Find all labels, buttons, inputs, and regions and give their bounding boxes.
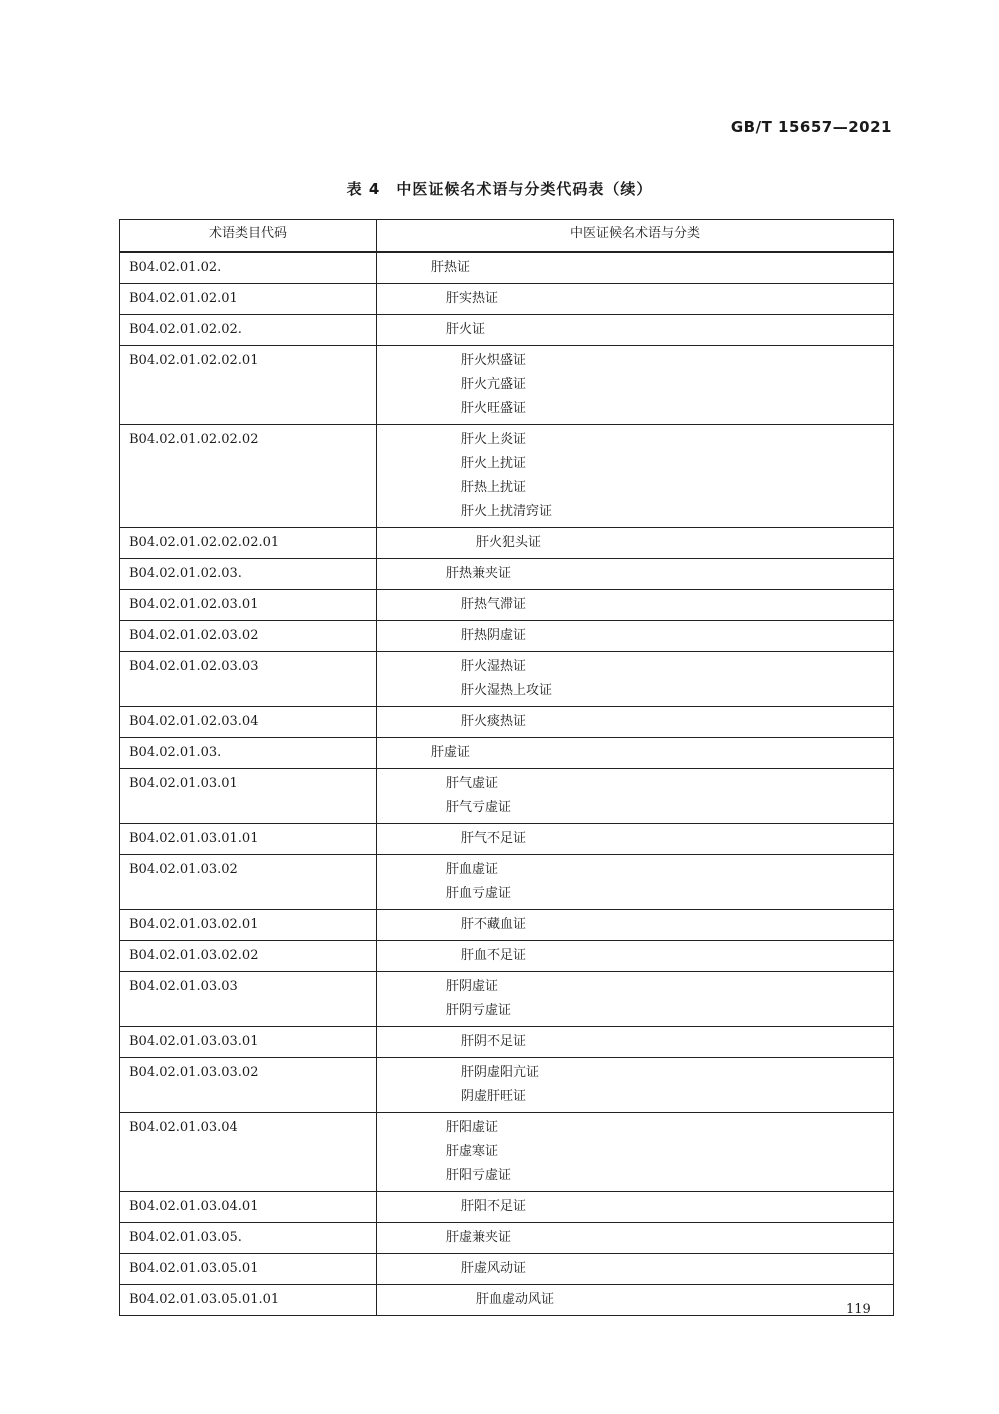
table-row	[120, 590, 894, 621]
term-cell	[377, 910, 894, 941]
syndrome-term: 肝火湿热上攻证	[461, 683, 553, 698]
category-code: B04.02.01.02.03.	[120, 559, 377, 590]
table-row	[120, 1113, 894, 1192]
category-code: B04.02.01.03.02	[120, 855, 377, 910]
term-cell	[377, 1027, 894, 1058]
syndrome-term: 肝气不足证	[461, 831, 527, 846]
syndrome-term: 肝不藏血证	[461, 917, 527, 932]
term-cell	[377, 528, 894, 559]
category-code: B04.02.01.02.03.01	[120, 590, 377, 621]
category-code: B04.02.01.03.03.01	[120, 1027, 377, 1058]
table-row	[120, 972, 894, 1027]
table-row	[120, 528, 894, 559]
syndrome-term: 肝火旺盛证	[461, 401, 527, 416]
category-code: B04.02.01.02.02.01	[120, 346, 377, 425]
table-row	[120, 252, 894, 284]
syndrome-term: 肝气亏虚证	[446, 800, 512, 815]
syndrome-term: 肝虚风动证	[461, 1261, 527, 1276]
category-code: B04.02.01.02.02.02.01	[120, 528, 377, 559]
table-row	[120, 1223, 894, 1254]
syndrome-term: 肝阴不足证	[461, 1034, 527, 1049]
term-cell	[377, 284, 894, 315]
syndrome-term: 肝火上炎证	[461, 432, 527, 447]
syndrome-term: 肝血虚动风证	[476, 1292, 555, 1307]
term-cell	[377, 425, 894, 528]
syndrome-term: 肝虚兼夹证	[446, 1230, 512, 1245]
syndrome-term: 肝火犯头证	[476, 535, 542, 550]
syndrome-term: 肝热兼夹证	[446, 566, 512, 581]
syndrome-term: 肝火痰热证	[461, 714, 527, 729]
standard-code: GB/T 15657—2021	[730, 118, 892, 136]
syndrome-term: 肝火亢盛证	[461, 377, 527, 392]
category-code: B04.02.01.03.05.01.01	[120, 1285, 377, 1316]
category-code: B04.02.01.03.	[120, 738, 377, 769]
column-header-term: 中医证候名术语与分类	[377, 220, 894, 253]
table-row	[120, 1285, 894, 1316]
syndrome-term: 肝阴亏虚证	[446, 1003, 512, 1018]
syndrome-term: 肝阴虚阳亢证	[461, 1065, 540, 1080]
column-header-code: 术语类目代码	[120, 220, 377, 253]
term-cell	[377, 1113, 894, 1192]
table-row	[120, 621, 894, 652]
category-code: B04.02.01.03.03.02	[120, 1058, 377, 1113]
category-code: B04.02.01.03.01	[120, 769, 377, 824]
category-code: B04.02.01.02.02.02	[120, 425, 377, 528]
term-cell	[377, 621, 894, 652]
syndrome-term: 肝火上扰清窍证	[461, 504, 553, 519]
term-cell	[377, 941, 894, 972]
syndrome-term: 肝血亏虚证	[446, 886, 512, 901]
category-code: B04.02.01.03.05.	[120, 1223, 377, 1254]
category-code: B04.02.01.02.03.03	[120, 652, 377, 707]
syndrome-term: 肝阴虚证	[446, 979, 499, 994]
category-code: B04.02.01.03.04	[120, 1113, 377, 1192]
syndrome-term: 阴虚肝旺证	[461, 1089, 527, 1104]
syndrome-term: 肝火炽盛证	[461, 353, 527, 368]
table-row	[120, 941, 894, 972]
term-cell	[377, 738, 894, 769]
table-row	[120, 346, 894, 425]
table-row	[120, 652, 894, 707]
table-header-row	[120, 220, 894, 253]
table-row	[120, 315, 894, 346]
syndrome-term: 肝火湿热证	[461, 659, 527, 674]
term-cell	[377, 972, 894, 1027]
table-row	[120, 824, 894, 855]
table-row	[120, 1192, 894, 1223]
table-row	[120, 425, 894, 528]
syndrome-term: 肝虚证	[431, 745, 471, 760]
syndrome-term: 肝热气滞证	[461, 597, 527, 612]
table-row	[120, 1058, 894, 1113]
term-cell	[377, 1285, 894, 1316]
category-code: B04.02.01.03.02.01	[120, 910, 377, 941]
term-cell	[377, 346, 894, 425]
term-cell	[377, 590, 894, 621]
term-cell	[377, 1223, 894, 1254]
category-code: B04.02.01.02.	[120, 252, 377, 284]
syndrome-term: 肝阳亏虚证	[446, 1168, 512, 1183]
table-title: 表 4 中医证候名术语与分类代码表（续）	[346, 180, 653, 198]
syndrome-term: 肝火证	[446, 322, 486, 337]
syndrome-term: 肝阳不足证	[461, 1199, 527, 1214]
term-cell	[377, 824, 894, 855]
table-row	[120, 738, 894, 769]
term-cell	[377, 652, 894, 707]
table-body	[120, 252, 894, 1316]
category-code: B04.02.01.03.04.01	[120, 1192, 377, 1223]
page-number: 119	[846, 1302, 871, 1317]
category-code: B04.02.01.03.01.01	[120, 824, 377, 855]
category-code: B04.02.01.02.03.04	[120, 707, 377, 738]
term-cell	[377, 855, 894, 910]
table-row	[120, 1027, 894, 1058]
term-cell	[377, 252, 894, 284]
category-code: B04.02.01.03.03	[120, 972, 377, 1027]
syndrome-term: 肝实热证	[446, 291, 499, 306]
category-code: B04.02.01.02.01	[120, 284, 377, 315]
term-cell	[377, 1192, 894, 1223]
term-cell	[377, 559, 894, 590]
table-row	[120, 769, 894, 824]
term-cell	[377, 769, 894, 824]
table-row	[120, 1254, 894, 1285]
syndrome-term: 肝血虚证	[446, 862, 499, 877]
category-code: B04.02.01.03.05.01	[120, 1254, 377, 1285]
code-table	[119, 219, 894, 1316]
table-row	[120, 707, 894, 738]
syndrome-term: 肝热阴虚证	[461, 628, 527, 643]
syndrome-term: 肝火上扰证	[461, 456, 527, 471]
syndrome-term: 肝虚寒证	[446, 1144, 499, 1159]
category-code: B04.02.01.02.02.	[120, 315, 377, 346]
table-row	[120, 910, 894, 941]
term-cell	[377, 1058, 894, 1113]
syndrome-term: 肝阳虚证	[446, 1120, 499, 1135]
syndrome-term: 肝气虚证	[446, 776, 499, 791]
term-cell	[377, 315, 894, 346]
syndrome-term: 肝热上扰证	[461, 480, 527, 495]
table-row	[120, 855, 894, 910]
term-cell	[377, 1254, 894, 1285]
table-row	[120, 559, 894, 590]
category-code: B04.02.01.02.03.02	[120, 621, 377, 652]
category-code: B04.02.01.03.02.02	[120, 941, 377, 972]
table-row	[120, 284, 894, 315]
syndrome-term: 肝热证	[431, 260, 471, 275]
syndrome-term: 肝血不足证	[461, 948, 527, 963]
term-cell	[377, 707, 894, 738]
